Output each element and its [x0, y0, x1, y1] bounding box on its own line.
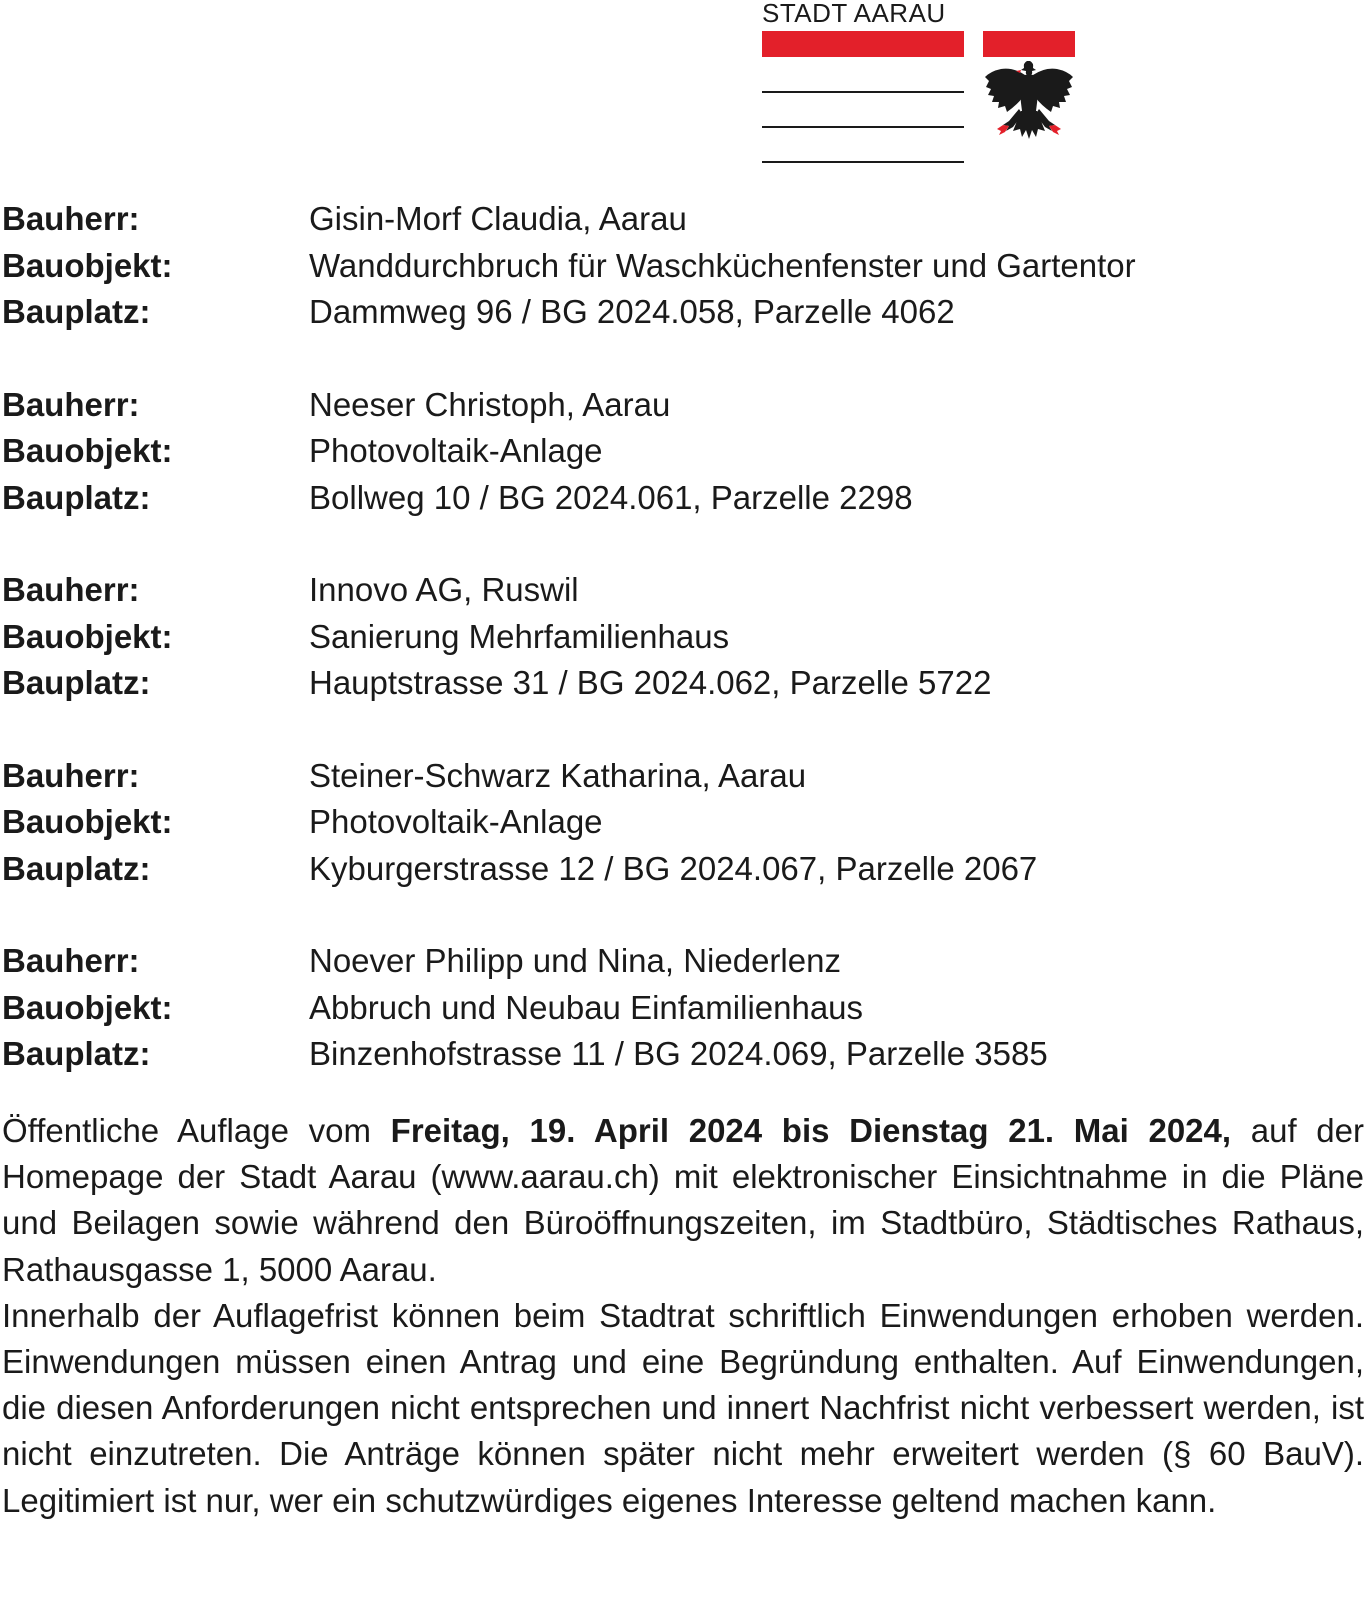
bauherr-label: Bauherr: [2, 942, 140, 980]
notice-intro: Öffentliche Auflage vom [2, 1112, 391, 1149]
notice-details: auf der Homepage der Stadt Aarau (www.aarau.ch) mit elektronischer Einsichtnahme in die Pläne und Beilagen sowie während den Büroöffnungszeiten, im Stadtbüro, Städtisches Rathaus, Rathausgasse 1, 5000 Aarau. [2, 1112, 1364, 1288]
bauobjekt-value: Photovoltaik-Anlage [309, 803, 603, 841]
bauherr-value: Gisin-Morf Claudia, Aarau [309, 200, 687, 238]
bauobjekt-row [2, 243, 1362, 290]
permit-entry [2, 753, 1362, 893]
permit-entry [2, 196, 1362, 336]
building-permit-list [2, 196, 1362, 1124]
stadt-aarau-logo [762, 0, 1078, 170]
bauherr-row [2, 938, 1362, 985]
bauobjekt-value: Photovoltaik-Anlage [309, 432, 603, 470]
bauplatz-label: Bauplatz: [2, 1035, 151, 1073]
permit-entry [2, 382, 1362, 522]
notice-objection-paragraph: Innerhalb der Auflagefrist können beim Stadtrat schriftlich Einwendungen erhoben werden. Einwendungen müssen einen Antrag und eine Begründung enthalten. Auf Einwendungen, die diesen Anforderungen nicht entsprechen und innert Nachfrist nicht verbessert werden, ist nicht einzutreten. Die Anträge können später nicht mehr erweitert werden (§ 60 BauV). Legitimiert ist nur, wer ein schutzwürdiges eigenes Interesse geltend machen kann. [2, 1296, 1364, 1519]
bauobjekt-value: Wanddurchbruch für Waschküchenfenster und Gartentor [309, 246, 1136, 284]
bauplatz-row [2, 1031, 1362, 1078]
bauplatz-label: Bauplatz: [2, 293, 151, 331]
bauherr-label: Bauherr: [2, 571, 140, 609]
bauplatz-row [2, 846, 1362, 893]
bauherr-row [2, 196, 1362, 243]
bauobjekt-row [2, 428, 1362, 475]
bauplatz-value: Kyburgerstrasse 12 / BG 2024.067, Parzelle 2067 [309, 849, 1038, 887]
bauherr-value: Noever Philipp und Nina, Niederlenz [309, 942, 841, 980]
notice-period: Freitag, 19. April 2024 bis Dienstag 21. Mai 2024, [390, 1112, 1232, 1149]
bauplatz-row [2, 289, 1362, 336]
bauherr-row [2, 382, 1362, 429]
bauobjekt-row [2, 985, 1362, 1032]
bauplatz-value: Bollweg 10 / BG 2024.061, Parzelle 2298 [309, 478, 913, 516]
logo-rule [762, 91, 964, 93]
bauherr-row [2, 753, 1362, 800]
bauherr-value: Steiner-Schwarz Katharina, Aarau [309, 756, 807, 794]
bauobjekt-value: Sanierung Mehrfamilienhaus [309, 617, 730, 655]
bauplatz-label: Bauplatz: [2, 664, 151, 702]
bauobjekt-label: Bauobjekt: [2, 246, 173, 284]
bauplatz-value: Hauptstrasse 31 / BG 2024.062, Parzelle 5722 [309, 664, 992, 702]
bauplatz-label: Bauplatz: [2, 478, 151, 516]
notice-period-paragraph [2, 1108, 1364, 1293]
bauplatz-value: Binzenhofstrasse 11 / BG 2024.069, Parzelle 3585 [309, 1035, 1048, 1073]
permit-entry [2, 567, 1362, 707]
bauobjekt-value: Abbruch und Neubau Einfamilienhaus [309, 988, 864, 1026]
bauobjekt-label: Bauobjekt: [2, 432, 173, 470]
bauherr-label: Bauherr: [2, 756, 140, 794]
bauherr-label: Bauherr: [2, 200, 140, 238]
bauobjekt-row [2, 614, 1362, 661]
bauobjekt-label: Bauobjekt: [2, 988, 173, 1026]
logo-wordmark: STADT AARAU [762, 0, 946, 28]
eagle-crest-icon [983, 31, 1075, 159]
permit-entry [2, 938, 1362, 1078]
public-notice [2, 1108, 1364, 1524]
bauobjekt-row [2, 799, 1362, 846]
logo-rule [762, 161, 964, 163]
bauplatz-label: Bauplatz: [2, 849, 151, 887]
bauobjekt-label: Bauobjekt: [2, 617, 173, 655]
bauobjekt-label: Bauobjekt: [2, 803, 173, 841]
bauherr-row [2, 567, 1362, 614]
bauplatz-value: Dammweg 96 / BG 2024.058, Parzelle 4062 [309, 293, 955, 331]
bauherr-value: Neeser Christoph, Aarau [309, 385, 671, 423]
bauherr-value: Innovo AG, Ruswil [309, 571, 579, 609]
bauplatz-row [2, 475, 1362, 522]
bauherr-label: Bauherr: [2, 385, 140, 423]
logo-rule [762, 126, 964, 128]
logo-red-bar [762, 31, 964, 57]
bauplatz-row [2, 660, 1362, 707]
